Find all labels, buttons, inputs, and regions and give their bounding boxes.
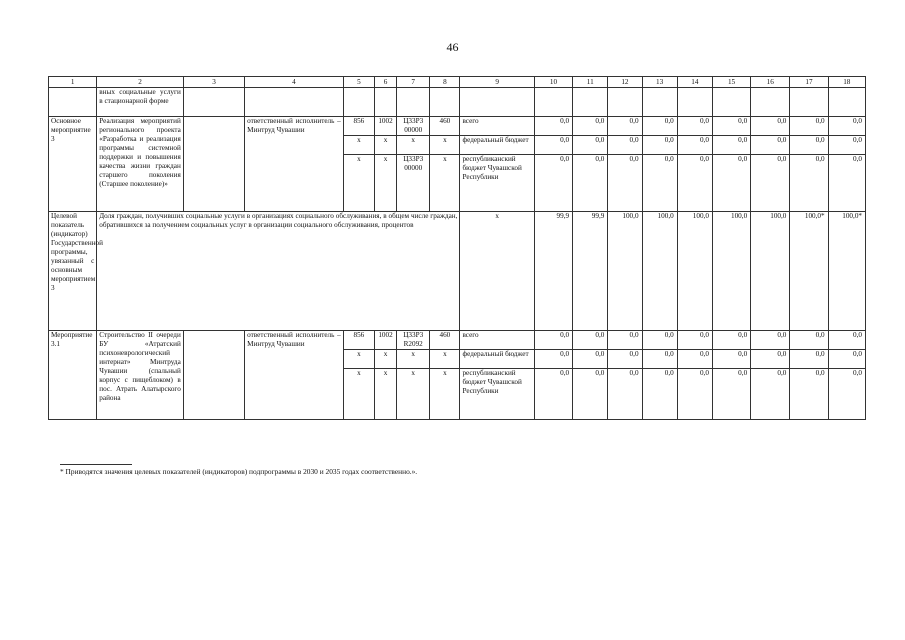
column-number: 4 bbox=[245, 77, 344, 88]
cell-empty bbox=[49, 88, 97, 117]
cell-empty bbox=[790, 88, 828, 117]
column-number: 10 bbox=[534, 77, 572, 88]
funding-value: 0,0 bbox=[642, 350, 677, 369]
funding-value: 0,0 bbox=[608, 331, 642, 350]
funding-value: 0,0 bbox=[790, 369, 828, 420]
funding-value: 0,0 bbox=[534, 331, 572, 350]
indicator-value: 100,0 bbox=[751, 212, 790, 331]
cell-empty bbox=[374, 88, 396, 117]
funding-source: федеральный бюджет bbox=[460, 136, 534, 155]
funding-value: 0,0 bbox=[828, 136, 865, 155]
cell-empty bbox=[608, 88, 642, 117]
funding-value: 0,0 bbox=[828, 369, 865, 420]
code-grbs: x bbox=[343, 350, 374, 369]
code-expense-type: x bbox=[430, 136, 460, 155]
table-row bbox=[49, 117, 866, 136]
footnote-divider bbox=[60, 464, 132, 465]
column-number: 13 bbox=[642, 77, 677, 88]
column-number: 5 bbox=[343, 77, 374, 88]
indicator-value: 99,9 bbox=[573, 212, 608, 331]
funding-value: 0,0 bbox=[751, 350, 790, 369]
indicator-value: 100,0 bbox=[642, 212, 677, 331]
funding-value: 0,0 bbox=[608, 350, 642, 369]
code-grbs: x bbox=[343, 136, 374, 155]
code-grbs: 856 bbox=[343, 331, 374, 350]
funding-value: 0,0 bbox=[534, 350, 572, 369]
code-target: x bbox=[397, 369, 430, 420]
funding-value: 0,0 bbox=[790, 136, 828, 155]
code-section: x bbox=[374, 350, 396, 369]
code-grbs: x bbox=[343, 155, 374, 212]
funding-value: 0,0 bbox=[712, 369, 750, 420]
funding-value: 0,0 bbox=[534, 155, 572, 212]
indicator-description: Доля граждан, получивших социальные услуги в организациях социального обслуживания, в общем числе граждан, обратившихся за получением социальных услуг в организации социального обслуживания, процентов bbox=[97, 212, 460, 331]
code-grbs: x bbox=[343, 369, 374, 420]
funding-value: 0,0 bbox=[642, 117, 677, 136]
cell-empty bbox=[430, 88, 460, 117]
code-section: 1002 bbox=[374, 331, 396, 350]
continuation-row bbox=[49, 88, 866, 117]
cell-empty bbox=[183, 88, 244, 117]
funding-value: 0,0 bbox=[677, 369, 712, 420]
cell-empty bbox=[712, 88, 750, 117]
funding-value: 0,0 bbox=[828, 350, 865, 369]
funding-source: всего bbox=[460, 117, 534, 136]
funding-value: 0,0 bbox=[751, 331, 790, 350]
indicator-value: 99,9 bbox=[534, 212, 572, 331]
footnote: * Приводятся значения целевых показателей (индикаторов) подпрограммы в 2030 и 2035 годах соответственно.». bbox=[60, 467, 418, 476]
code-target: Ц33Р3 R2092 bbox=[397, 331, 430, 350]
table-row bbox=[49, 331, 866, 350]
funding-value: 0,0 bbox=[642, 331, 677, 350]
continued-text: вных социальные услуги в стационарной форме bbox=[97, 88, 184, 117]
funding-value: 0,0 bbox=[677, 155, 712, 212]
cell-empty bbox=[534, 88, 572, 117]
funding-value: 0,0 bbox=[712, 331, 750, 350]
code-expense-type: x bbox=[430, 155, 460, 212]
funding-value: 0,0 bbox=[534, 369, 572, 420]
page-number: 46 bbox=[446, 40, 459, 54]
indicator-value: 100,0* bbox=[790, 212, 828, 331]
column-number: 12 bbox=[608, 77, 642, 88]
funding-value: 0,0 bbox=[573, 369, 608, 420]
funding-value: 0,0 bbox=[712, 136, 750, 155]
funding-value: 0,0 bbox=[608, 369, 642, 420]
cell-empty bbox=[751, 88, 790, 117]
column-number: 15 bbox=[712, 77, 750, 88]
indicator-source: x bbox=[460, 212, 534, 331]
code-section: x bbox=[374, 136, 396, 155]
code-target: Ц33Р3 00000 bbox=[397, 155, 430, 212]
cell-empty bbox=[573, 88, 608, 117]
cell-empty bbox=[677, 88, 712, 117]
code-section: 1002 bbox=[374, 117, 396, 136]
funding-value: 0,0 bbox=[751, 369, 790, 420]
funding-value: 0,0 bbox=[642, 369, 677, 420]
funding-source: республиканский бюджет Чувашской Республики bbox=[460, 369, 534, 420]
column-number: 3 bbox=[183, 77, 244, 88]
cell-empty bbox=[828, 88, 865, 117]
funding-value: 0,0 bbox=[790, 155, 828, 212]
funding-value: 0,0 bbox=[677, 136, 712, 155]
responsible-executor: ответственный исполнитель – Минтруд Чувашии bbox=[245, 331, 344, 420]
funding-value: 0,0 bbox=[751, 117, 790, 136]
column-number: 17 bbox=[790, 77, 828, 88]
code-expense-type: x bbox=[430, 350, 460, 369]
funding-value: 0,0 bbox=[790, 350, 828, 369]
funding-source: федеральный бюджет bbox=[460, 350, 534, 369]
funding-value: 0,0 bbox=[573, 117, 608, 136]
funding-value: 0,0 bbox=[712, 155, 750, 212]
funding-value: 0,0 bbox=[828, 155, 865, 212]
funding-value: 0,0 bbox=[712, 350, 750, 369]
funding-value: 0,0 bbox=[828, 117, 865, 136]
measure-description: Строительство II очереди БУ «Атратский психоневрологический интернат» Минтруда Чувашии (спальный корпус с пищеблоком) в пос. Атрать Алатырского района bbox=[97, 331, 184, 420]
column-number: 1 bbox=[49, 77, 97, 88]
column-number: 18 bbox=[828, 77, 865, 88]
column-number: 6 bbox=[374, 77, 396, 88]
cell-empty bbox=[642, 88, 677, 117]
code-target: x bbox=[397, 136, 430, 155]
measure-name: Мероприятие 3.1 bbox=[49, 331, 97, 420]
funding-value: 0,0 bbox=[677, 117, 712, 136]
cell-empty bbox=[343, 88, 374, 117]
code-target: Ц33Р3 00000 bbox=[397, 117, 430, 136]
funding-value: 0,0 bbox=[534, 136, 572, 155]
funding-value: 0,0 bbox=[642, 136, 677, 155]
cell-empty bbox=[460, 88, 534, 117]
funding-value: 0,0 bbox=[751, 155, 790, 212]
funding-value: 0,0 bbox=[534, 117, 572, 136]
column-number: 11 bbox=[573, 77, 608, 88]
cell-empty bbox=[245, 88, 344, 117]
code-section: x bbox=[374, 155, 396, 212]
funding-value: 0,0 bbox=[677, 331, 712, 350]
funding-source: республиканский бюджет Чувашской Республики bbox=[460, 155, 534, 212]
indicator-name: Целевой показатель (индикатор) Государственной программы, увязанный с основным мероприятием 3 bbox=[49, 212, 97, 331]
funding-value: 0,0 bbox=[677, 350, 712, 369]
program-table bbox=[48, 76, 866, 420]
code-expense-type: x bbox=[430, 369, 460, 420]
funding-value: 0,0 bbox=[828, 331, 865, 350]
funding-value: 0,0 bbox=[790, 331, 828, 350]
column-number: 7 bbox=[397, 77, 430, 88]
column-number: 16 bbox=[751, 77, 790, 88]
cell-empty bbox=[397, 88, 430, 117]
funding-value: 0,0 bbox=[608, 117, 642, 136]
funding-value: 0,0 bbox=[573, 331, 608, 350]
funding-value: 0,0 bbox=[712, 117, 750, 136]
column-number: 9 bbox=[460, 77, 534, 88]
column-number: 14 bbox=[677, 77, 712, 88]
code-expense-type: 460 bbox=[430, 331, 460, 350]
funding-value: 0,0 bbox=[790, 117, 828, 136]
column-number: 2 bbox=[97, 77, 184, 88]
cell-empty bbox=[183, 117, 244, 212]
column-number: 8 bbox=[430, 77, 460, 88]
measure-description: Реализация мероприятий регионального проекта «Разработка и реализация программы системной поддержки и повышения качества жизни граждан старшего поколения (Старшее поколение)» bbox=[97, 117, 184, 212]
indicator-value: 100,0 bbox=[712, 212, 750, 331]
funding-value: 0,0 bbox=[608, 155, 642, 212]
measure-name: Основное мероприятие 3 bbox=[49, 117, 97, 212]
code-grbs: 856 bbox=[343, 117, 374, 136]
header-row bbox=[49, 77, 866, 88]
indicator-value: 100,0 bbox=[677, 212, 712, 331]
funding-value: 0,0 bbox=[642, 155, 677, 212]
funding-value: 0,0 bbox=[608, 136, 642, 155]
indicator-value: 100,0 bbox=[608, 212, 642, 331]
indicator-value: 100,0* bbox=[828, 212, 865, 331]
funding-value: 0,0 bbox=[573, 136, 608, 155]
funding-value: 0,0 bbox=[573, 350, 608, 369]
target-indicator-row bbox=[49, 212, 866, 331]
funding-source: всего bbox=[460, 331, 534, 350]
code-expense-type: 460 bbox=[430, 117, 460, 136]
code-section: x bbox=[374, 369, 396, 420]
funding-value: 0,0 bbox=[573, 155, 608, 212]
cell-empty bbox=[183, 331, 244, 420]
funding-value: 0,0 bbox=[751, 136, 790, 155]
responsible-executor: ответственный исполнитель – Минтруд Чувашии bbox=[245, 117, 344, 212]
code-target: x bbox=[397, 350, 430, 369]
